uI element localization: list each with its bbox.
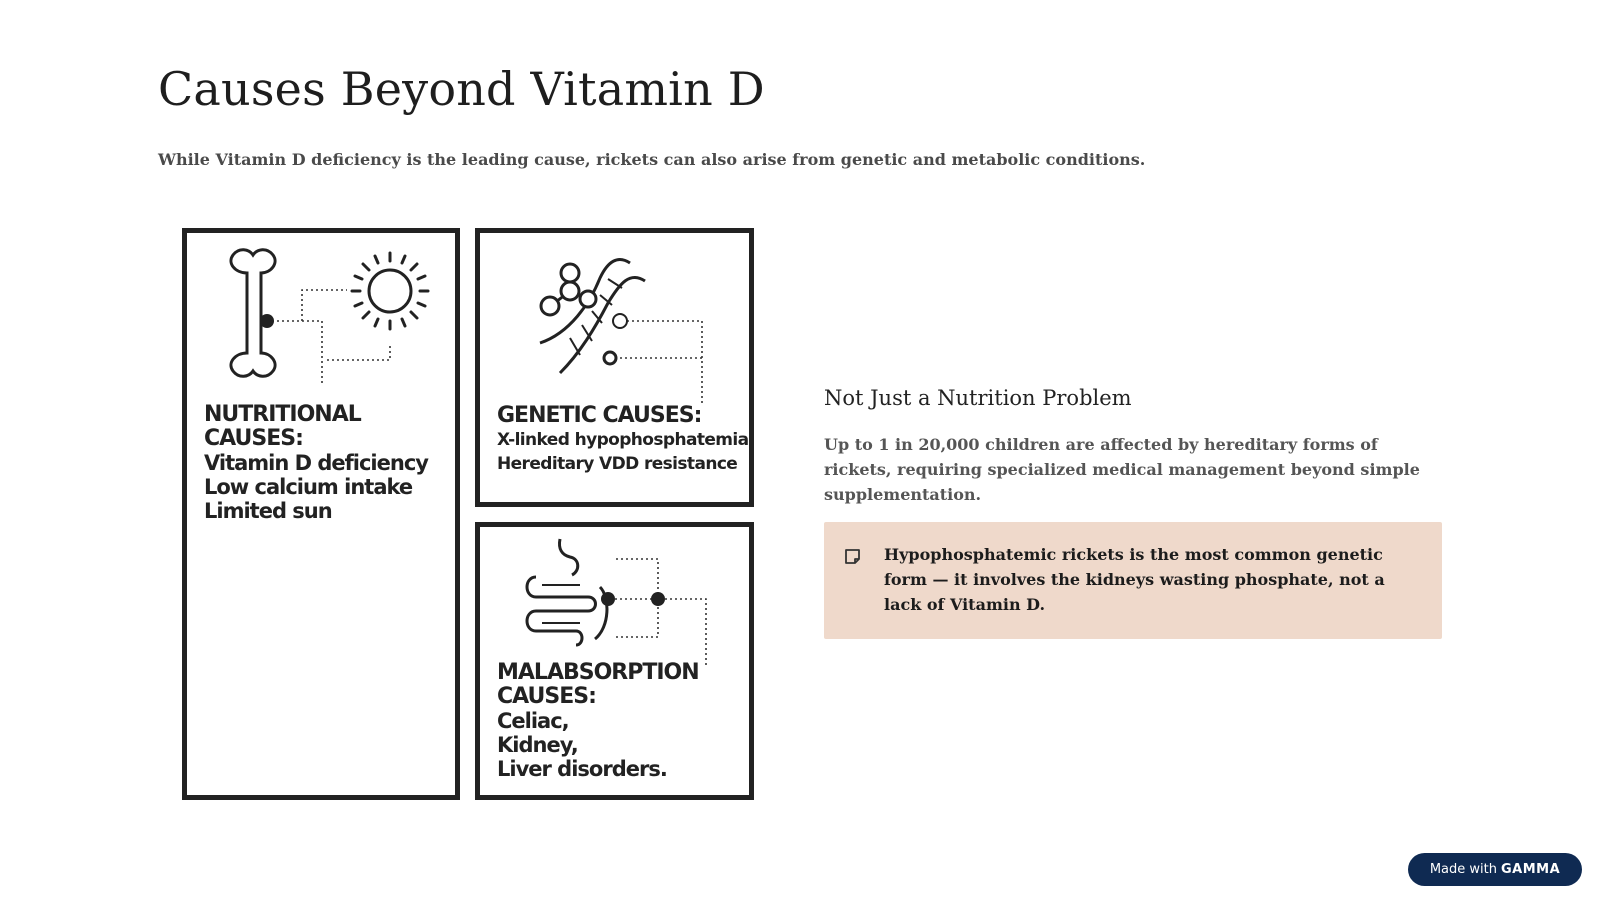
badge-prefix: Made with bbox=[1429, 862, 1497, 877]
malabsorption-item: Liver disorders. bbox=[497, 757, 667, 781]
note-icon bbox=[844, 548, 862, 566]
callout-text: Hypophosphatemic rickets is the most common genetic form — it involves the kidneys wasting phosphate, not a lack of Vitamin D. bbox=[884, 545, 1385, 614]
side-body-text: Up to 1 in 20,000 children are affected by hereditary forms of rickets, requiring specialized medical management beyond simple supplementation. bbox=[824, 435, 1420, 504]
malabsorption-item: Kidney, bbox=[497, 733, 578, 757]
genetic-causes-panel bbox=[475, 228, 754, 507]
malabsorption-causes-panel bbox=[475, 522, 754, 800]
connector-lines bbox=[267, 290, 390, 383]
nutritional-item: Vitamin D deficiency bbox=[204, 451, 428, 475]
nutritional-item: Low calcium intake bbox=[204, 475, 413, 499]
connector-lines bbox=[610, 559, 706, 667]
badge-brand: GAMMA bbox=[1500, 862, 1561, 877]
connector-lines bbox=[615, 321, 702, 403]
made-with-gamma-badge[interactable] bbox=[1408, 853, 1582, 886]
genetic-illustration bbox=[480, 233, 749, 403]
genetic-heading: GENETIC CAUSES: bbox=[497, 403, 702, 428]
page-subtitle: While Vitamin D deficiency is the leading cause, rickets can also arise from genetic and metabolic conditions. bbox=[158, 150, 1146, 169]
side-heading: Not Just a Nutrition Problem bbox=[824, 386, 1132, 410]
callout-box bbox=[824, 522, 1442, 639]
nutritional-causes-text bbox=[204, 403, 454, 523]
dna-node bbox=[604, 352, 616, 364]
genetic-item: Hereditary VDD resistance bbox=[497, 454, 738, 474]
nutritional-item: Limited sun bbox=[204, 499, 332, 523]
malabsorption-heading: MALABSORPTION bbox=[497, 660, 699, 685]
malabsorption-item: Celiac, bbox=[497, 709, 569, 733]
nutritional-causes-panel bbox=[182, 228, 460, 800]
dna-icon bbox=[540, 259, 645, 373]
sun-icon bbox=[352, 253, 428, 329]
bone-node-dot bbox=[260, 314, 274, 328]
bone-icon bbox=[231, 250, 275, 377]
malabsorption-illustration bbox=[480, 527, 749, 667]
malabsorption-causes-text bbox=[497, 661, 752, 781]
malabsorption-heading: CAUSES: bbox=[497, 684, 596, 709]
intestine-node-dot bbox=[651, 592, 665, 606]
nutritional-illustration bbox=[187, 233, 455, 403]
nutritional-heading: NUTRITIONAL CAUSES: bbox=[204, 402, 361, 451]
genetic-item: X-linked hypophosphatemia bbox=[497, 430, 749, 450]
intestine-node-dot bbox=[601, 592, 615, 606]
intestine-icon bbox=[527, 539, 607, 645]
dna-node bbox=[613, 314, 627, 328]
genetic-causes-text bbox=[497, 404, 752, 476]
page-title: Causes Beyond Vitamin D bbox=[158, 62, 765, 116]
molecule-icon bbox=[541, 264, 596, 315]
